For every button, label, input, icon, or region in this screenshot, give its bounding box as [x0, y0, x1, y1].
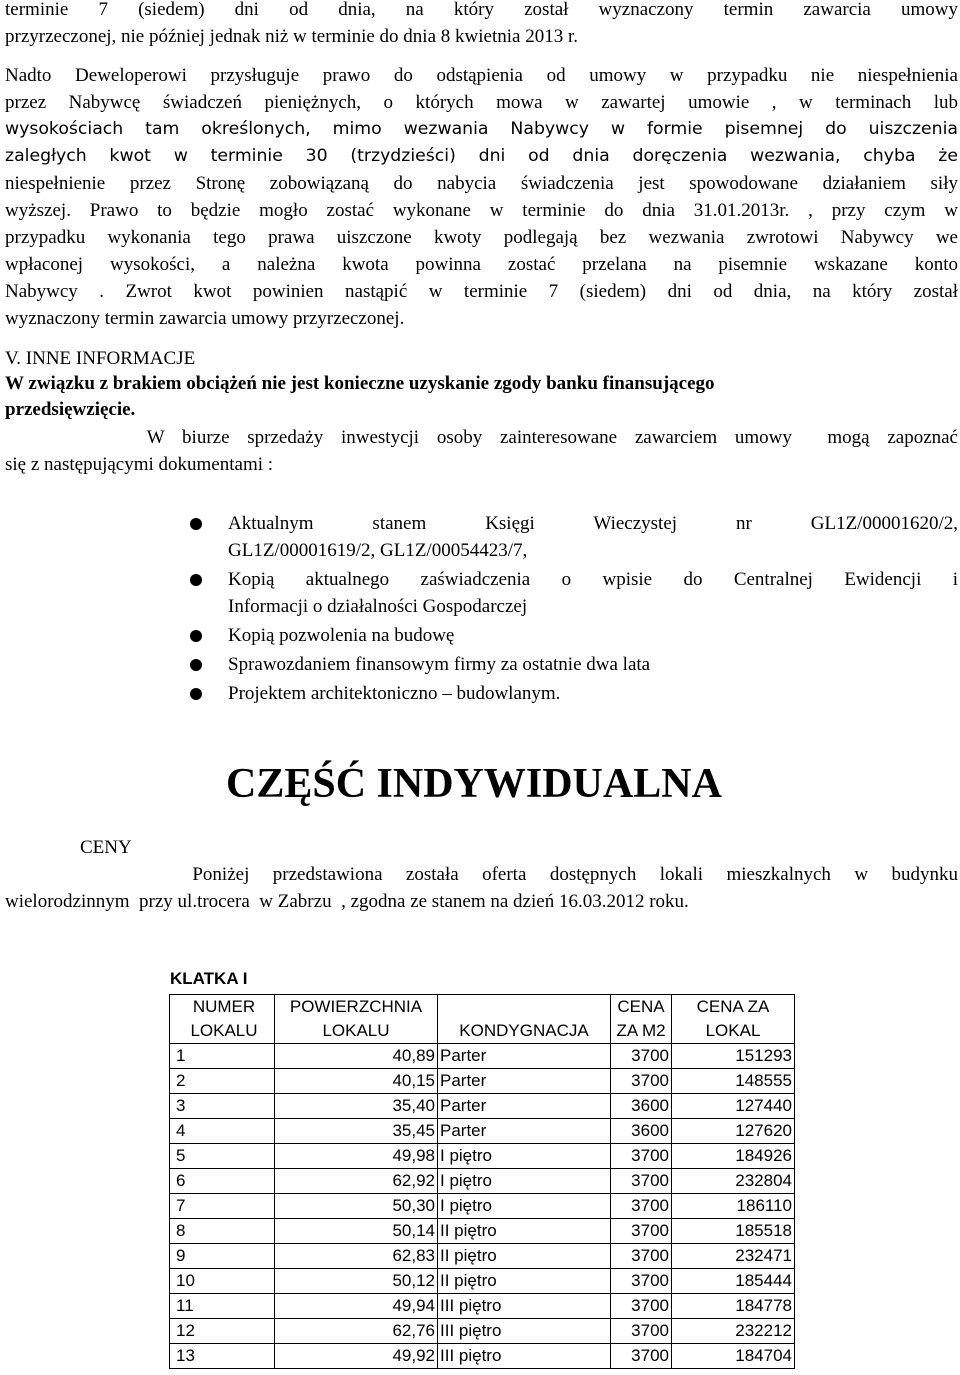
paragraph-line: W biurze sprzedaży inwestycji osoby zainteresowane zawarciem umowy mogą zapoznać	[5, 427, 958, 448]
list-item: Kopią aktualnego zaświadczenia o wpisie do Centralnej Ewidencji i	[228, 569, 958, 590]
paragraph-line: Nadto Deweloperowi przysługuje prawo do odstąpienia od umowy w przypadku nie niespełnienia	[5, 65, 958, 86]
header-unit-number: NUMER LOKALU	[170, 995, 275, 1044]
table-row	[170, 1044, 795, 1069]
price-m2-cell: 3700	[611, 1344, 672, 1369]
unit-price-cell: 127620	[672, 1119, 795, 1144]
paragraph-line: się z następującymi dokumentami :	[5, 454, 274, 475]
unit-price-cell: 184778	[672, 1294, 795, 1319]
floor-cell: Parter	[438, 1044, 611, 1069]
price-m2-cell: 3700	[611, 1144, 672, 1169]
area-cell: 49,92	[275, 1344, 438, 1369]
unit-price-cell: 232212	[672, 1319, 795, 1344]
price-m2-cell: 3700	[611, 1294, 672, 1319]
paragraph-line: przyrzeczonej, nie później jednak niż w terminie do dnia 8 kwietnia 2013 r.	[5, 26, 578, 47]
bold-notice-line: W związku z brakiem obciążeń nie jest konieczne uzyskanie zgody banku finansującego	[5, 373, 715, 394]
unit-price-cell: 184926	[672, 1144, 795, 1169]
floor-cell: I piętro	[438, 1194, 611, 1219]
unit-number-cell: 8	[170, 1219, 275, 1244]
unit-number-cell: 3	[170, 1094, 275, 1119]
unit-price-cell: 148555	[672, 1069, 795, 1094]
bold-notice-line: przedsięwzięcie.	[5, 399, 136, 420]
area-cell: 50,14	[275, 1219, 438, 1244]
paragraph-line: terminie 7 (siedem) dni od dnia, na który został wyznaczony termin zawarcia umowy	[5, 0, 958, 20]
price-m2-cell: 3700	[611, 1319, 672, 1344]
table-header-row	[170, 995, 795, 1044]
unit-price-cell: 151293	[672, 1044, 795, 1069]
unit-price-cell: 186110	[672, 1194, 795, 1219]
floor-cell: III piętro	[438, 1319, 611, 1344]
unit-number-cell: 10	[170, 1269, 275, 1294]
floor-cell: II piętro	[438, 1219, 611, 1244]
paragraph-line: wielorodzinnym przy ul.trocera w Zabrzu , zgodna ze stanem na dzień 16.03.2012 roku.	[5, 891, 689, 912]
paragraph-line: wyższej. Prawo to będzie mogło zostać wykonane w terminie do dnia 31.01.2013r. , przy czym w	[5, 200, 958, 221]
unit-price-cell: 127440	[672, 1094, 795, 1119]
paragraph-line: Nabywcy . Zwrot kwot powinien nastąpić w terminie 7 (siedem) dni od dnia, na który został	[5, 281, 958, 302]
unit-number-cell: 13	[170, 1344, 275, 1369]
section-title: V. INNE INFORMACJE	[5, 348, 196, 369]
bullet-icon	[190, 659, 202, 671]
paragraph-line: przez Nabywcę świadczeń pieniężnych, o których mowa w zawartej umowie , w terminach lub	[5, 92, 958, 113]
bullet-icon	[190, 518, 202, 530]
paragraph-line: wysokościach tam określonych, mimo wezwania Nabywcy w formie pisemnej do uiszczenia	[5, 119, 958, 139]
list-item-continuation: GL1Z/00001619/2, GL1Z/00054423/7,	[228, 540, 528, 561]
prices-title: CENY	[80, 837, 132, 858]
table-row	[170, 1244, 795, 1269]
price-m2-cell: 3700	[611, 1169, 672, 1194]
unit-number-cell: 7	[170, 1194, 275, 1219]
units-table	[169, 994, 795, 1369]
header-area: POWIERZCHNIA LOKALU	[275, 995, 438, 1044]
list-item: Sprawozdaniem finansowym firmy za ostatnie dwa lata	[228, 654, 651, 675]
bullet-icon	[190, 688, 202, 700]
price-m2-cell: 3700	[611, 1069, 672, 1094]
area-cell: 49,98	[275, 1144, 438, 1169]
table-row	[170, 1294, 795, 1319]
paragraph-line: Poniżej przedstawiona została oferta dostępnych lokali mieszkalnych w budynku	[5, 864, 958, 885]
unit-number-cell: 4	[170, 1119, 275, 1144]
header-unit-price: CENA ZA LOKAL	[672, 995, 795, 1044]
unit-number-cell: 5	[170, 1144, 275, 1169]
part-heading: CZĘŚĆ INDYWIDUALNA	[226, 761, 722, 807]
table-caption: KLATKA I	[170, 969, 248, 988]
table-row	[170, 1094, 795, 1119]
area-cell: 50,30	[275, 1194, 438, 1219]
floor-cell: I piętro	[438, 1144, 611, 1169]
unit-price-cell: 232471	[672, 1244, 795, 1269]
bullet-icon	[190, 574, 202, 586]
floor-cell: Parter	[438, 1119, 611, 1144]
area-cell: 35,40	[275, 1094, 438, 1119]
paragraph-line: wyznaczony termin zawarcia umowy przyrzeczonej.	[5, 308, 405, 329]
floor-cell: Parter	[438, 1069, 611, 1094]
unit-number-cell: 11	[170, 1294, 275, 1319]
price-m2-cell: 3600	[611, 1119, 672, 1144]
unit-number-cell: 6	[170, 1169, 275, 1194]
table-row	[170, 1144, 795, 1169]
table-row	[170, 1194, 795, 1219]
table-row	[170, 1119, 795, 1144]
price-m2-cell: 3700	[611, 1244, 672, 1269]
unit-number-cell: 2	[170, 1069, 275, 1094]
area-cell: 62,92	[275, 1169, 438, 1194]
area-cell: 62,76	[275, 1319, 438, 1344]
area-cell: 40,15	[275, 1069, 438, 1094]
header-floor: KONDYGNACJA	[438, 995, 611, 1044]
list-item-continuation: Informacji o działalności Gospodarczej	[228, 596, 528, 617]
paragraph-line: przypadku wykonania tego prawa uiszczone kwoty podlegają bez wezwania zwrotowi Nabywcy we	[5, 227, 958, 248]
area-cell: 49,94	[275, 1294, 438, 1319]
bullet-icon	[190, 630, 202, 642]
unit-price-cell: 185518	[672, 1219, 795, 1244]
floor-cell: Parter	[438, 1094, 611, 1119]
unit-price-cell: 185444	[672, 1269, 795, 1294]
price-m2-cell: 3700	[611, 1194, 672, 1219]
floor-cell: III piętro	[438, 1344, 611, 1369]
table-row	[170, 1269, 795, 1294]
paragraph-line: zaległych kwot w terminie 30 (trzydzieści) dni od dnia doręczenia wezwania, chyba że	[5, 146, 958, 166]
floor-cell: II piętro	[438, 1269, 611, 1294]
unit-number-cell: 9	[170, 1244, 275, 1269]
price-m2-cell: 3700	[611, 1044, 672, 1069]
area-cell: 62,83	[275, 1244, 438, 1269]
table-row	[170, 1344, 795, 1369]
unit-price-cell: 184704	[672, 1344, 795, 1369]
paragraph-line: niespełnienie przez Stronę zobowiązaną do nabycia świadczenia jest spowodowane działaniem siły	[5, 173, 958, 194]
table-row	[170, 1319, 795, 1344]
area-cell: 40,89	[275, 1044, 438, 1069]
area-cell: 35,45	[275, 1119, 438, 1144]
area-cell: 50,12	[275, 1269, 438, 1294]
header-price-m2: CENA ZA M2	[611, 995, 672, 1044]
floor-cell: II piętro	[438, 1244, 611, 1269]
floor-cell: III piętro	[438, 1294, 611, 1319]
price-m2-cell: 3600	[611, 1094, 672, 1119]
unit-number-cell: 12	[170, 1319, 275, 1344]
list-item: Kopią pozwolenia na budowę	[228, 625, 455, 646]
list-item: Projektem architektoniczno – budowlanym.	[228, 683, 561, 704]
price-m2-cell: 3700	[611, 1269, 672, 1294]
list-item: Aktualnym stanem Księgi Wieczystej nr GL1Z/00001620/2,	[228, 513, 958, 534]
table-row	[170, 1169, 795, 1194]
unit-number-cell: 1	[170, 1044, 275, 1069]
price-m2-cell: 3700	[611, 1219, 672, 1244]
floor-cell: I piętro	[438, 1169, 611, 1194]
table-row	[170, 1219, 795, 1244]
unit-price-cell: 232804	[672, 1169, 795, 1194]
table-row	[170, 1069, 795, 1094]
paragraph-line: wpłaconej wysokości, a należna kwota powinna zostać przelana na pisemnie wskazane konto	[5, 254, 958, 275]
